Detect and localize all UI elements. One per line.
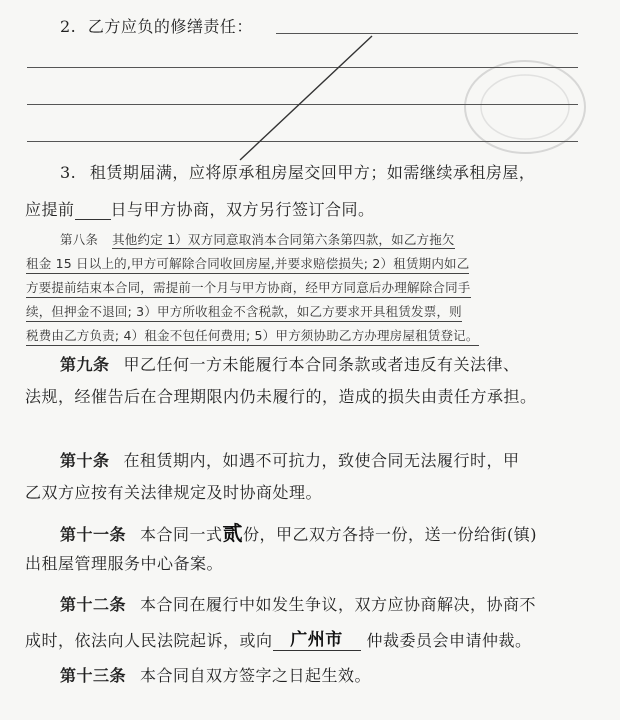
clause-9-line-2: 法规，经催告后在合理期限内仍未履行的，造成的损失由责任方承担。: [25, 387, 537, 406]
clause-10-text-1: 在租赁期内，如遇不可抗力，致使合同无法履行时，甲: [123, 451, 520, 470]
clause-12-text-1: 本合同在履行中如发生争议，双方应协商解决，协商不: [140, 595, 537, 614]
clause-13-text-1: 本合同自双方签字之日起生效。: [140, 666, 372, 685]
clause-13-title: 第十三条: [60, 666, 127, 685]
clause-11-text-pre: 本合同一式: [140, 525, 223, 544]
item-3-line-1: [60, 160, 535, 183]
clause-8-line-5: 税费由乙方负责; 4）租金不包任何费用; 5）甲方须协助乙方办理房屋租赁登记。: [26, 326, 479, 346]
item-3-label: 3.: [60, 163, 77, 182]
clause-8-line-1: [60, 230, 455, 248]
clause-8-text-1: 其他约定 1）双方同意取消本合同第六条第四款，如乙方拖欠: [112, 232, 455, 247]
clause-12-text-pre: 成时，依法向人民法院起诉，或向: [25, 631, 273, 650]
clause-9-text-1: 甲乙任何一方未能履行本合同条款或者违反有关法律、: [123, 355, 520, 374]
item-2-label: 2.: [60, 17, 77, 36]
clause-13-line-1: [60, 663, 371, 686]
arbitration-city-handwritten: 广州市: [273, 625, 361, 651]
clause-11-text-post: 份，甲乙双方各持一份，送一份给街(镇): [243, 525, 538, 544]
clause-11-title: 第十一条: [60, 525, 127, 544]
clause-10-title: 第十条: [60, 451, 110, 470]
clause-11-line-2: 出租屋管理服务中心备案。: [25, 554, 224, 573]
item-3-line-2-post: 日与甲方协商，双方另行签订合同。: [110, 200, 375, 219]
clause-8-line-3: 方要提前结束本合同，需提前一个月与甲方协商，经甲方同意后办理解除合同手: [26, 278, 471, 298]
clause-10-line-1: [60, 448, 520, 471]
clause-8-line-4: 续，但押金不退回; 3）甲方所收租金不含税款，如乙方要求开具租赁发票，则: [26, 302, 462, 322]
clause-12-line-2: [25, 625, 532, 651]
clause-12-line-1: [60, 592, 536, 615]
item-3-text: 租赁期届满，应将原承租房屋交回甲方；如需继续承租房屋，: [89, 163, 536, 182]
item-3-line-2-pre: 应提前: [25, 200, 75, 219]
clause-8-title: 第八条: [60, 232, 99, 247]
clause-8-line-2: 租金 15 日以上的,甲方可解除合同收回房屋,并要求赔偿损失; 2）租赁期内如乙: [26, 254, 469, 274]
clause-10-line-2: 乙双方应按有关法律规定及时协商处理。: [25, 483, 323, 502]
copies-handwritten: 贰: [222, 521, 244, 545]
advance-days-blank: [75, 205, 111, 220]
clause-11-line-1: [60, 517, 537, 546]
item-3-line-2: [25, 197, 375, 220]
clause-9-line-1: [60, 352, 520, 375]
clause-12-title: 第十二条: [60, 595, 127, 614]
clause-12-text-post: 仲裁委员会申请仲裁。: [366, 631, 532, 650]
clause-9-title: 第九条: [60, 355, 110, 374]
item-2-text: 乙方应负的修缮责任：: [87, 17, 253, 36]
